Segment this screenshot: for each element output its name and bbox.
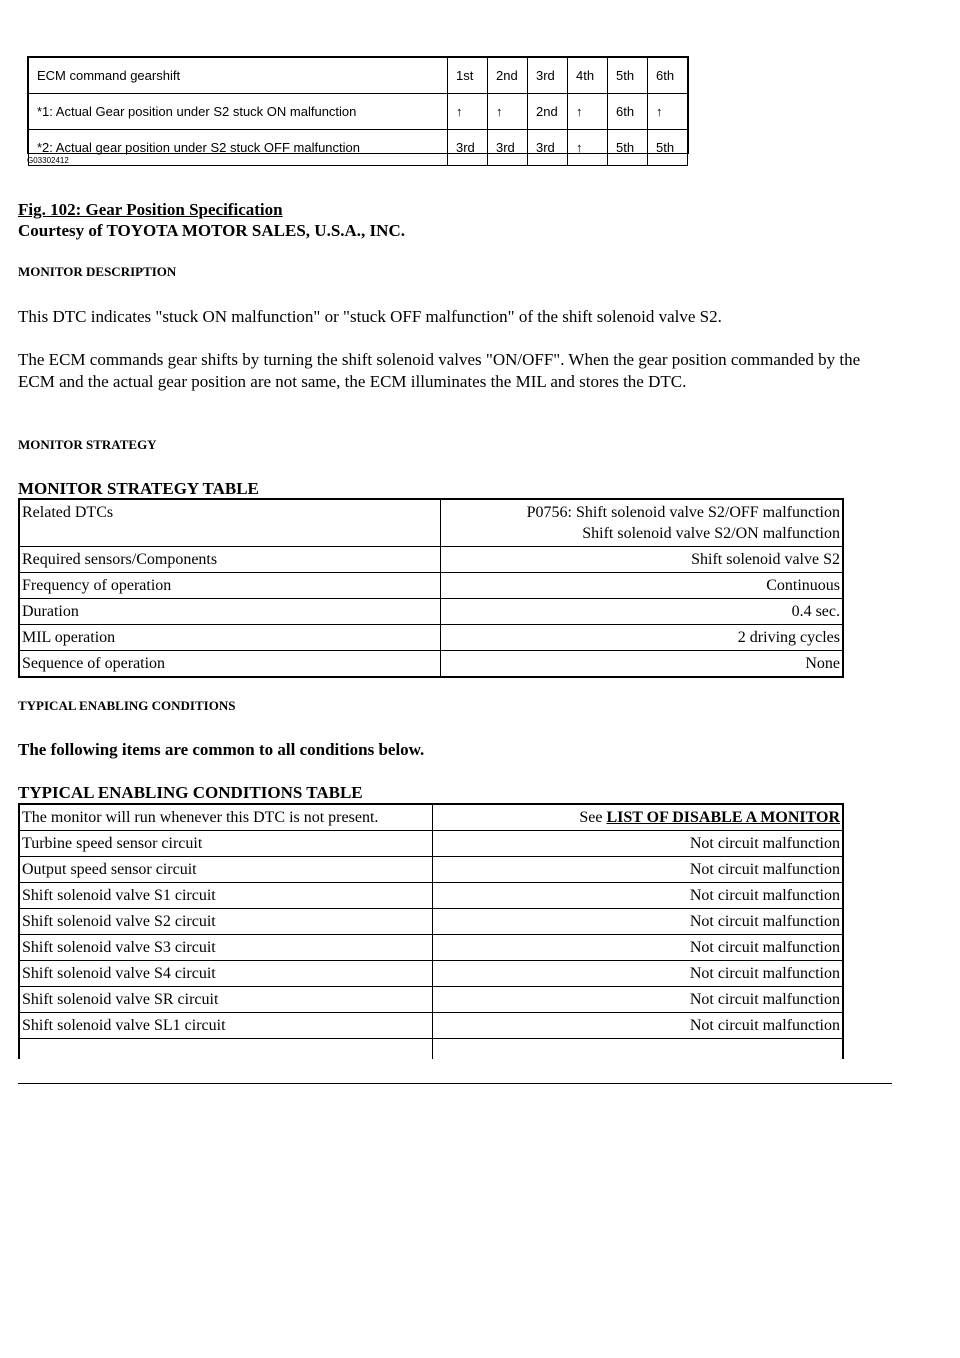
table-cell-label: Shift solenoid valve S3 circuit	[19, 935, 433, 961]
paragraph: The ECM commands gear shifts by turning the shift solenoid valves "ON/OFF". When the gear position commanded by the ECM and the actual gear position are not same, the ECM illuminates the MIL and stores the DTC.	[18, 350, 861, 391]
paragraph: This DTC indicates "stuck ON malfunction" or "stuck OFF malfunction" of the shift solenoid valve S2.	[18, 307, 722, 326]
table-cell-value	[441, 499, 844, 547]
section-heading-monitor-strategy: MONITOR STRATEGY	[18, 437, 157, 452]
figure-header-gear: 2nd	[488, 58, 528, 94]
section-heading-enabling-conditions: TYPICAL ENABLING CONDITIONS	[18, 698, 236, 713]
table-cell-label: Shift solenoid valve SR circuit	[19, 987, 433, 1013]
table-title-monitor-strategy: MONITOR STRATEGY TABLE	[18, 479, 259, 498]
figure-row-label: *1: Actual Gear position under S2 stuck ON malfunction	[29, 94, 448, 130]
figure-cell: ↑	[568, 130, 608, 166]
table-row	[19, 987, 843, 1013]
table-cell-label: Frequency of operation	[19, 573, 441, 599]
figure-row-stuck-on	[29, 94, 688, 130]
table-row	[19, 599, 843, 625]
table-cell-value: Shift solenoid valve S2	[441, 547, 844, 573]
section-heading-monitor-description: MONITOR DESCRIPTION	[18, 264, 177, 279]
figure-cell: 3rd	[528, 130, 568, 166]
gear-position-table	[28, 57, 688, 166]
table-cell-empty	[19, 1039, 433, 1060]
figure-header-gear: 3rd	[528, 58, 568, 94]
table-cell-value: Not circuit malfunction	[433, 883, 844, 909]
table-title-enabling-conditions: TYPICAL ENABLING CONDITIONS TABLE	[18, 783, 363, 802]
table-cell-value: Continuous	[441, 573, 844, 599]
table-row	[19, 547, 843, 573]
see-prefix: See	[579, 809, 607, 826]
table-cell-value: Not circuit malfunction	[433, 831, 844, 857]
table-row	[19, 625, 843, 651]
figure-cell: 3rd	[448, 130, 488, 166]
figure-header-gear: 6th	[648, 58, 688, 94]
table-row	[19, 857, 843, 883]
table-cell-value: Not circuit malfunction	[433, 857, 844, 883]
table-row	[19, 831, 843, 857]
table-cell-value: 0.4 sec.	[441, 599, 844, 625]
gear-position-figure	[27, 56, 689, 154]
figure-header-row	[29, 58, 688, 94]
table-cell-label: Sequence of operation	[19, 651, 441, 678]
figure-row-stuck-off	[29, 130, 688, 166]
table-row	[19, 961, 843, 987]
table-cell-label: Shift solenoid valve S2 circuit	[19, 909, 433, 935]
figure-row-label: *2: Actual gear position under S2 stuck OFF malfunction	[29, 130, 448, 166]
table-cell-empty	[433, 1039, 844, 1060]
figure-cell: ↑	[568, 94, 608, 130]
figure-code: G03302412	[27, 156, 69, 165]
common-conditions-note: The following items are common to all conditions below.	[18, 740, 425, 759]
table-row	[19, 573, 843, 599]
table-cell-value: Not circuit malfunction	[433, 935, 844, 961]
table-cell-value: None	[441, 651, 844, 678]
table-row	[19, 883, 843, 909]
figure-cell: ↑	[648, 94, 688, 130]
table-cell-label: Turbine speed sensor circuit	[19, 831, 433, 857]
table-cell-label: Shift solenoid valve SL1 circuit	[19, 1013, 433, 1039]
figure-cell: 2nd	[528, 94, 568, 130]
table-cell-value	[433, 804, 844, 831]
table-cell-value: Not circuit malfunction	[433, 987, 844, 1013]
figure-cell: ↑	[488, 94, 528, 130]
table-cell-value: Not circuit malfunction	[433, 1013, 844, 1039]
table-cell-label: MIL operation	[19, 625, 441, 651]
table-cell-value: Not circuit malfunction	[433, 961, 844, 987]
figure-cell: 5th	[648, 130, 688, 166]
figure-header-gear: 5th	[608, 58, 648, 94]
table-cell-value: Not circuit malfunction	[433, 909, 844, 935]
related-dtc-line: Shift solenoid valve S2/ON malfunction	[582, 525, 840, 542]
table-cell-label: The monitor will run whenever this DTC is not present.	[19, 804, 433, 831]
figure-header-gear: 1st	[448, 58, 488, 94]
figure-caption-credit: Courtesy of TOYOTA MOTOR SALES, U.S.A., INC.	[18, 221, 405, 240]
table-cell-label: Shift solenoid valve S1 circuit	[19, 883, 433, 909]
table-row	[19, 651, 843, 678]
table-row	[19, 499, 843, 547]
related-dtc-line: P0756: Shift solenoid valve S2/OFF malfunction	[526, 504, 840, 521]
table-cell-label: Duration	[19, 599, 441, 625]
table-cell-label: Output speed sensor circuit	[19, 857, 433, 883]
figure-caption-title: Fig. 102: Gear Position Specification	[18, 200, 283, 219]
list-of-disable-a-monitor-link[interactable]: LIST OF DISABLE A MONITOR	[606, 809, 840, 826]
figure-cell: 6th	[608, 94, 648, 130]
table-cell-label: Required sensors/Components	[19, 547, 441, 573]
figure-cell: 5th	[608, 130, 648, 166]
monitor-strategy-table	[18, 498, 844, 678]
page-divider	[18, 1083, 892, 1084]
table-row	[19, 909, 843, 935]
table-cell-label: Shift solenoid valve S4 circuit	[19, 961, 433, 987]
table-cell-label: Related DTCs	[19, 499, 441, 547]
table-row-empty	[19, 1039, 843, 1060]
enabling-conditions-table	[18, 803, 844, 1059]
figure-cell: ↑	[448, 94, 488, 130]
table-row	[19, 935, 843, 961]
figure-header-gear: 4th	[568, 58, 608, 94]
table-row	[19, 804, 843, 831]
figure-header-label: ECM command gearshift	[29, 58, 448, 94]
table-row	[19, 1013, 843, 1039]
table-cell-value: 2 driving cycles	[441, 625, 844, 651]
figure-cell: 3rd	[488, 130, 528, 166]
